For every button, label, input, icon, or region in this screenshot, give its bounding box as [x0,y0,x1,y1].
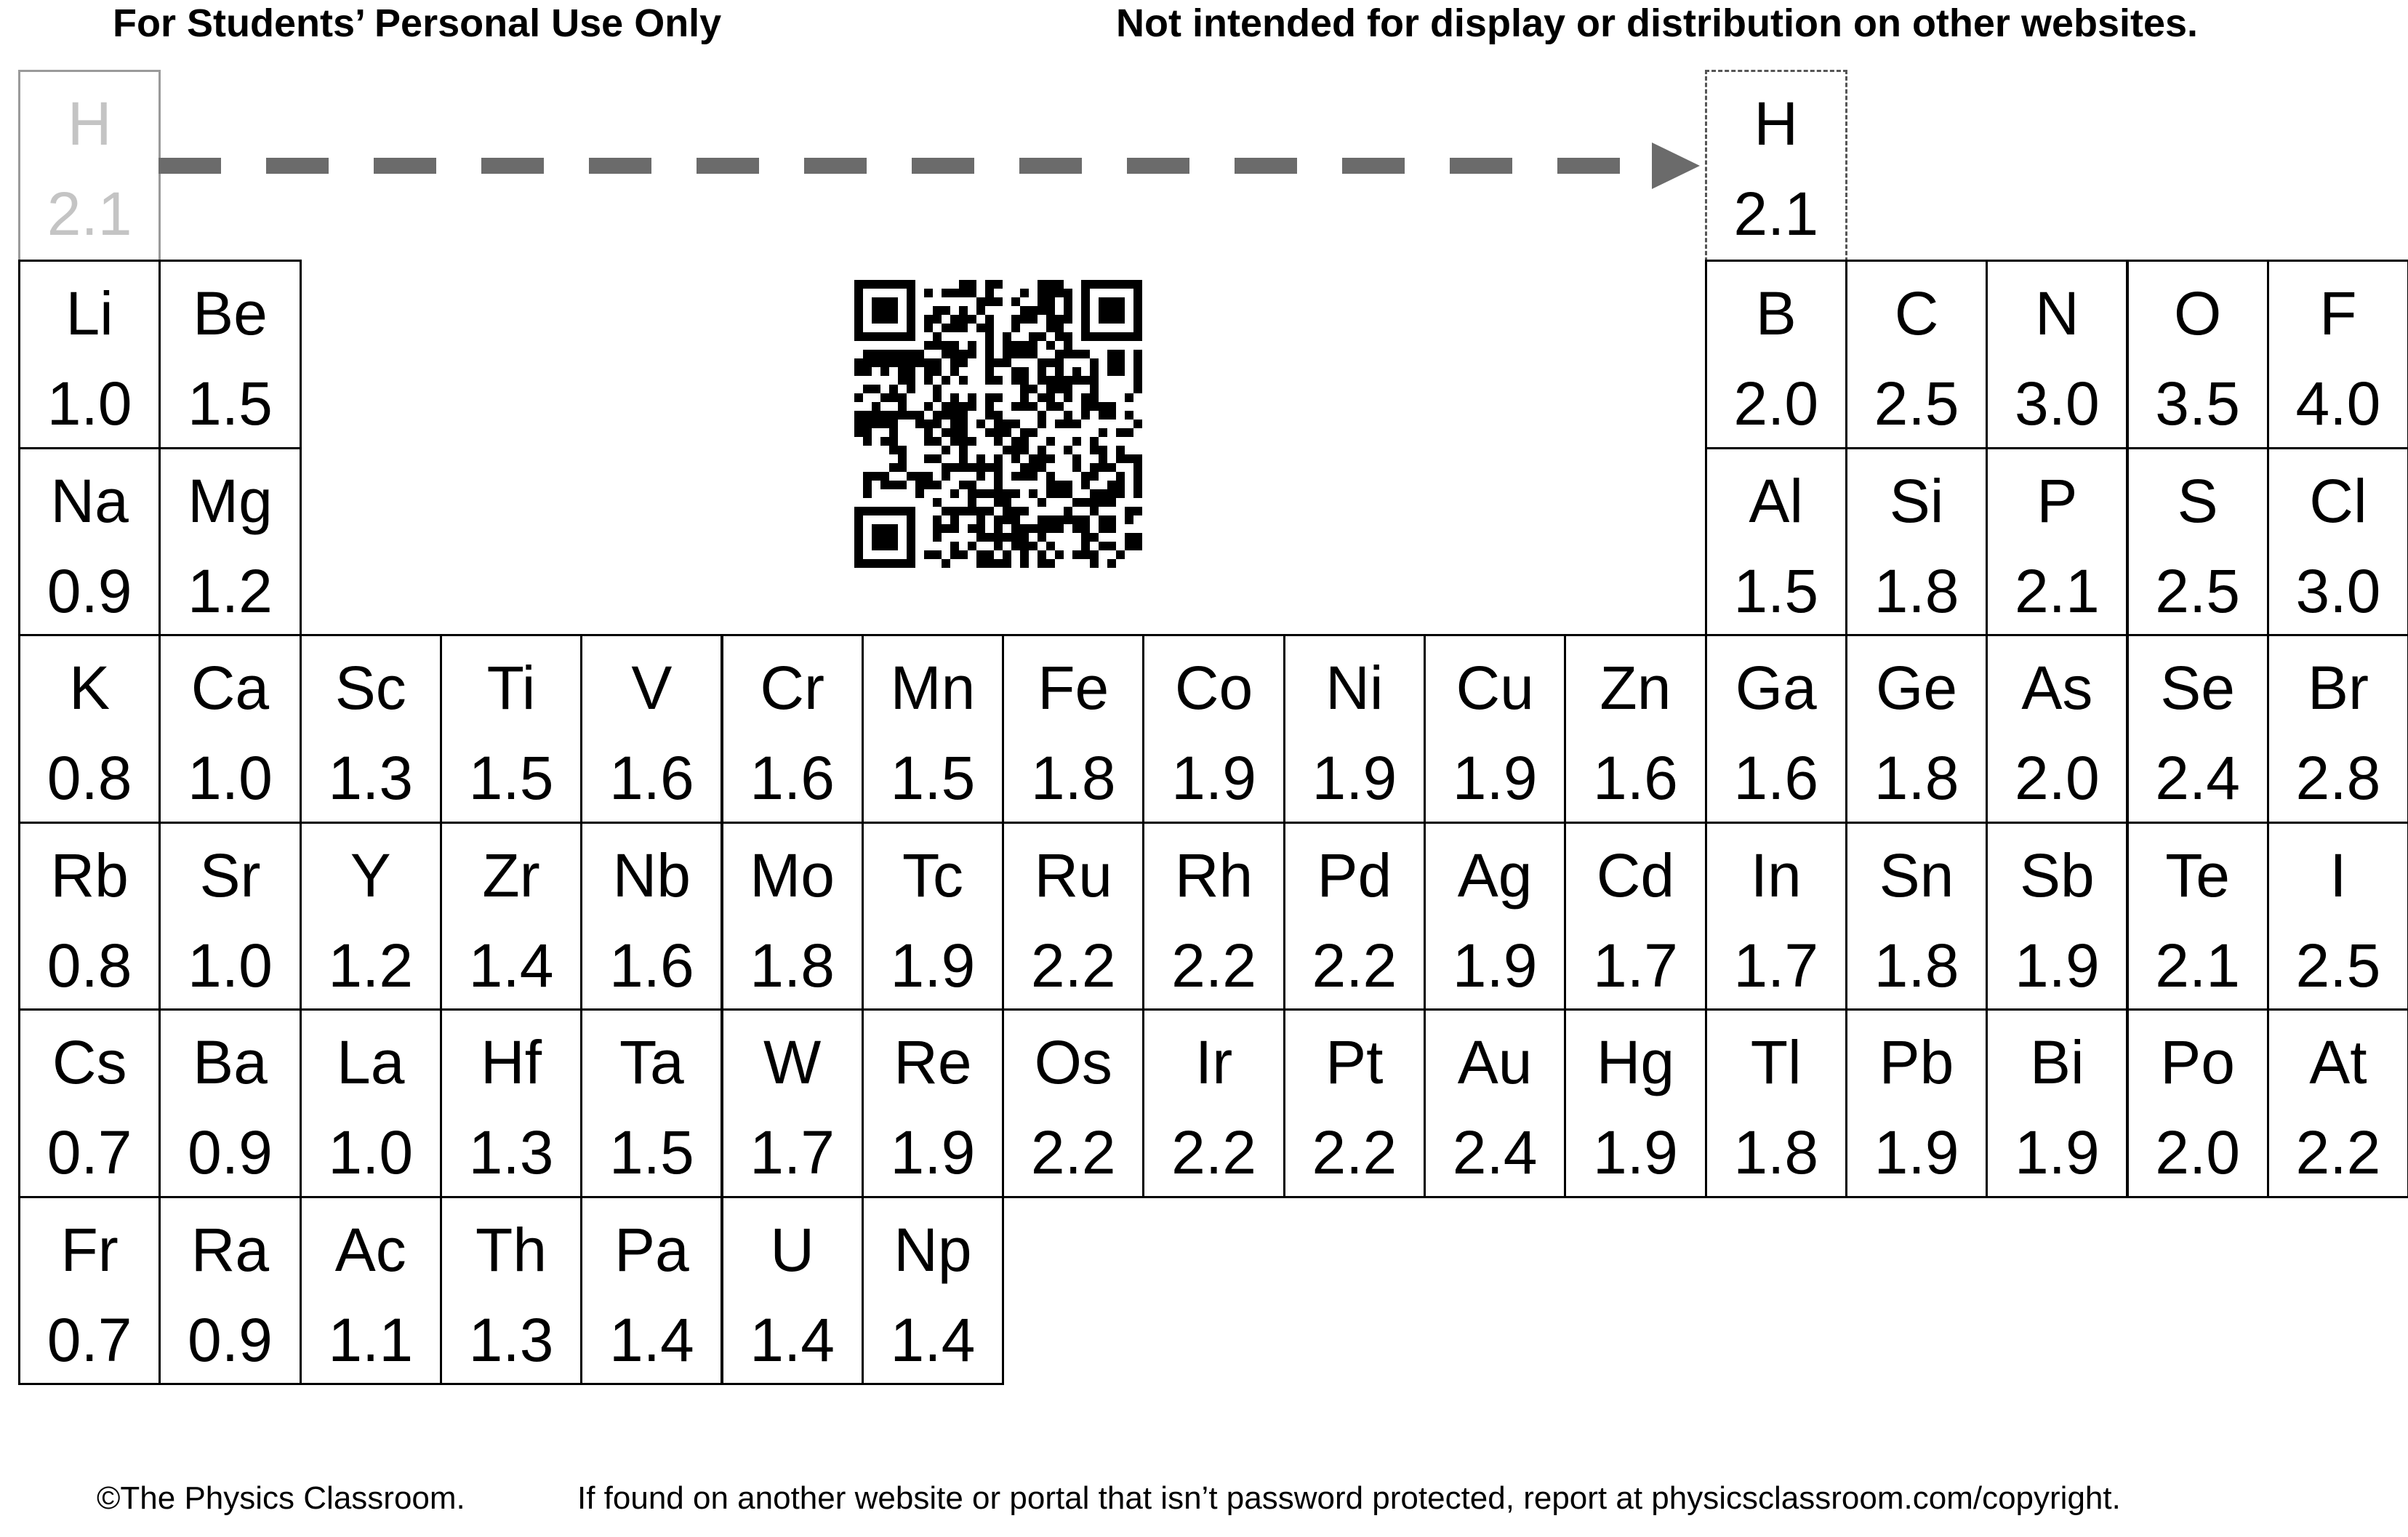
element-cell-pb [1845,1008,1988,1198]
element-symbol: Ga [1735,654,1817,722]
element-cell-b [1705,260,1847,449]
element-symbol: Ra [190,1215,270,1284]
element-symbol: Ag [1457,840,1533,910]
element-symbol: In [1750,840,1802,910]
element-symbol: K [69,654,111,722]
electronegativity-value: 1.9 [1452,931,1538,1000]
element-cell-si [1845,447,1988,637]
electronegativity-value: 1.6 [609,744,694,812]
element-symbol: Si [1889,466,1944,535]
element-symbol: Ba [193,1028,268,1096]
electronegativity-value: 1.0 [328,1118,414,1187]
element-cell-rb [18,822,161,1011]
electronegativity-value: 3.5 [2155,369,2241,438]
element-symbol: S [2177,466,2218,535]
element-cell-ac [300,1196,442,1386]
electronegativity-value: 2.0 [1733,369,1819,438]
element-symbol: Tl [1750,1028,1802,1096]
electronegativity-value: 2.2 [1312,1118,1397,1187]
element-cell-bi [1986,1008,2128,1198]
element-symbol: Sn [1879,840,1954,910]
element-symbol: Fe [1038,654,1109,722]
footer-copyright: ©The Physics Classroom. [97,1480,465,1516]
element-symbol: Zr [482,840,540,910]
element-cell-cl [2267,447,2408,637]
element-cell-n [1986,260,2128,449]
electronegativity-value: 0.8 [47,744,132,812]
electronegativity-value: 2.5 [2295,931,2381,1000]
qr-code-icon [854,280,1142,568]
electronegativity-value: 2.2 [1312,931,1397,1000]
element-cell-y [300,822,442,1011]
element-symbol: Pt [1325,1028,1384,1096]
element-symbol: As [2021,654,2093,722]
element-cell-w [721,1008,864,1198]
element-symbol: Mo [750,840,835,910]
electronegativity-value: 3.0 [2014,369,2100,438]
element-cell-nb [580,822,723,1011]
element-cell-re [862,1008,1004,1198]
element-symbol: W [763,1028,822,1096]
element-cell-cd [1564,822,1706,1011]
electronegativity-value: 1.0 [188,744,273,812]
element-cell-ge [1845,634,1988,824]
element-cell-te [2127,822,2269,1011]
element-symbol: Ta [619,1028,684,1096]
element-cell-c [1845,260,1988,449]
element-cell-sc [300,634,442,824]
element-cell-co [1142,634,1285,824]
element-cell-sb [1986,822,2128,1011]
electronegativity-value: 0.9 [188,1118,273,1187]
electronegativity-value: 1.6 [1733,744,1819,812]
electronegativity-value: 2.4 [1452,1118,1538,1187]
element-symbol: Hg [1596,1028,1675,1096]
element-symbol: Ti [486,654,536,722]
element-symbol: At [2309,1028,2367,1096]
electronegativity-value: 1.7 [1593,931,1678,1000]
electronegativity-value: 0.9 [47,556,132,625]
element-symbol: Zn [1600,654,1671,722]
element-cell-zr [440,822,582,1011]
electronegativity-value: 1.0 [188,931,273,1000]
header-distribution-notice: Not intended for display or distribution on other websites. [1116,1,2199,45]
element-cell-as [1986,634,2128,824]
electronegativity-value: 1.8 [1874,744,1959,812]
element-cell-np [862,1196,1004,1386]
electronegativity-value: 2.5 [2155,556,2241,625]
electronegativity-value: 1.9 [890,1118,976,1187]
element-symbol: V [631,654,673,722]
placed-hydrogen-value: 2.1 [1733,180,1819,248]
electronegativity-value: 1.9 [890,931,976,1000]
element-cell-br [2267,634,2408,824]
electronegativity-value: 2.2 [1171,931,1256,1000]
element-cell-hg [1564,1008,1706,1198]
element-symbol: Ac [334,1215,406,1284]
element-cell-pa [580,1196,723,1386]
electronegativity-value: 1.3 [468,1118,554,1187]
electronegativity-value: 1.9 [2014,1118,2100,1187]
element-cell-cu [1424,634,1566,824]
electronegativity-value: 1.3 [468,1305,554,1374]
element-cell-ni [1283,634,1426,824]
element-symbol: Be [193,279,268,348]
element-cell-in [1705,822,1847,1011]
electronegativity-value: 1.7 [1733,931,1819,1000]
electronegativity-value: 1.6 [750,744,835,812]
element-symbol: Te [2165,840,2230,910]
element-symbol: Na [50,466,129,535]
electronegativity-value: 0.8 [47,931,132,1000]
electronegativity-value: 1.5 [890,744,976,812]
element-cell-fe [1002,634,1144,824]
element-cell-be [158,260,301,449]
element-symbol: U [770,1215,814,1284]
element-cell-sr [158,822,301,1011]
element-symbol: Re [894,1028,972,1096]
ghost-hydrogen-symbol: H [67,89,112,158]
electronegativity-value: 2.5 [1874,369,1959,438]
element-cell-ca [158,634,301,824]
element-symbol: Pb [1879,1028,1954,1096]
electronegativity-value: 1.8 [750,931,835,1000]
electronegativity-value: 2.0 [2014,744,2100,812]
element-cell-p [1986,447,2128,637]
electronegativity-value: 1.9 [1452,744,1538,812]
element-symbol: C [1894,279,1939,348]
element-cell-mn [862,634,1004,824]
element-symbol: Nb [612,840,691,910]
placed-hydrogen-symbol: H [1754,89,1799,158]
electronegativity-value: 2.2 [1030,1118,1116,1187]
element-symbol: Al [1749,466,1804,535]
element-symbol: Br [2307,654,2369,722]
electronegativity-value: 2.0 [2155,1118,2241,1187]
electronegativity-value: 1.9 [2014,931,2100,1000]
element-cell-mo [721,822,864,1011]
element-cell-i [2267,822,2408,1011]
element-cell-au [1424,1008,1566,1198]
electronegativity-value: 0.7 [47,1118,132,1187]
element-symbol: B [1755,279,1797,348]
element-cell-tl [1705,1008,1847,1198]
electronegativity-value: 2.4 [2155,744,2241,812]
footer-report-notice: If found on another website or portal that isn’t password protected, report at physicsclassroom.com/copyright. [577,1480,2121,1516]
element-symbol: Pd [1317,840,1392,910]
header-personal-use-notice: For Students’ Personal Use Only [113,1,722,45]
element-symbol: Y [350,840,391,910]
element-symbol: Tc [902,840,963,910]
element-cell-f [2267,260,2408,449]
element-cell-pd [1283,822,1426,1011]
element-symbol: P [2036,466,2078,535]
electronegativity-value: 1.2 [188,556,273,625]
electronegativity-value: 1.6 [609,931,694,1000]
element-cell-li [18,260,161,449]
electronegativity-value: 1.8 [1874,931,1959,1000]
electronegativity-value: 1.5 [609,1118,694,1187]
element-cell-at [2267,1008,2408,1198]
element-symbol: Cs [52,1028,127,1096]
element-symbol: F [2319,279,2357,348]
element-cell-ba [158,1008,301,1198]
element-cell-v [580,634,723,824]
element-symbol: Fr [60,1215,119,1284]
element-cell-pt [1283,1008,1426,1198]
element-symbol: Mn [890,654,976,722]
element-symbol: La [337,1028,405,1096]
element-symbol: Po [2160,1028,2236,1096]
element-cell-se [2127,634,2269,824]
element-cell-o [2127,260,2269,449]
electronegativity-value: 0.7 [47,1305,132,1374]
element-symbol: Ni [1325,654,1384,722]
element-symbol: O [2173,279,2222,348]
electronegativity-value: 1.5 [188,369,273,438]
element-cell-sn [1845,822,1988,1011]
electronegativity-value: 0.9 [188,1305,273,1374]
element-symbol: Th [475,1215,547,1284]
element-symbol: Ru [1034,840,1112,910]
electronegativity-value: 2.2 [2295,1118,2381,1187]
element-cell-ir [1142,1008,1285,1198]
element-symbol: Os [1034,1028,1112,1096]
electronegativity-value: 1.7 [750,1118,835,1187]
element-cell-u [721,1196,864,1386]
element-cell-cr [721,634,864,824]
element-symbol: Se [2160,654,2236,722]
electronegativity-value: 1.4 [609,1305,694,1374]
element-symbol: Sb [2019,840,2095,910]
element-symbol: Mg [188,466,273,535]
electronegativity-value: 1.6 [1593,744,1678,812]
electronegativity-value: 1.3 [328,744,414,812]
element-cell-hf [440,1008,582,1198]
electronegativity-value: 1.4 [750,1305,835,1374]
element-symbol: Rb [50,840,129,910]
element-cell-fr [18,1196,161,1386]
element-symbol: Ge [1876,654,1958,722]
element-symbol: Li [65,279,113,348]
element-symbol: Cr [760,654,824,722]
element-symbol: Ca [190,654,270,722]
element-cell-al [1705,447,1847,637]
electronegativity-value: 1.4 [468,931,554,1000]
element-cell-ra [158,1196,301,1386]
element-symbol: N [2035,279,2079,348]
element-cell-cs [18,1008,161,1198]
electronegativity-value: 1.9 [1593,1118,1678,1187]
element-symbol: Bi [2029,1028,2084,1096]
electronegativity-value: 3.0 [2295,556,2381,625]
element-cell-ta [580,1008,723,1198]
electronegativity-value: 2.2 [1030,931,1116,1000]
element-cell-th [440,1196,582,1386]
electronegativity-value: 1.8 [1030,744,1116,812]
element-cell-ti [440,634,582,824]
ghost-hydrogen-value: 2.1 [47,180,132,248]
element-symbol: Cu [1456,654,1534,722]
electronegativity-value: 1.0 [47,369,132,438]
move-arrow-icon [0,0,2408,291]
electronegativity-value: 1.4 [890,1305,976,1374]
electronegativity-value: 1.2 [328,931,414,1000]
electronegativity-value: 1.9 [1312,744,1397,812]
element-cell-na [18,447,161,637]
electronegativity-value: 2.1 [2155,931,2241,1000]
electronegativity-value: 2.1 [2014,556,2100,625]
element-symbol: Np [894,1215,972,1284]
element-symbol: Cd [1596,840,1675,910]
electronegativity-value: 1.1 [328,1305,414,1374]
element-symbol: Cl [2309,466,2367,535]
element-cell-rh [1142,822,1285,1011]
electronegativity-value: 1.9 [1874,1118,1959,1187]
element-symbol: Pa [614,1215,689,1284]
element-symbol: I [2329,840,2347,910]
element-cell-zn [1564,634,1706,824]
element-cell-mg [158,447,301,637]
element-cell-k [18,634,161,824]
electronegativity-value: 1.8 [1874,556,1959,625]
electronegativity-value: 1.5 [1733,556,1819,625]
element-symbol: Sc [334,654,406,722]
element-cell-ga [1705,634,1847,824]
element-cell-la [300,1008,442,1198]
element-cell-po [2127,1008,2269,1198]
element-symbol: Co [1174,654,1253,722]
element-symbol: Rh [1174,840,1253,910]
electronegativity-value: 1.8 [1733,1118,1819,1187]
electronegativity-value: 2.2 [1171,1118,1256,1187]
element-cell-ru [1002,822,1144,1011]
element-symbol: Au [1457,1028,1533,1096]
element-symbol: Ir [1195,1028,1233,1096]
element-symbol: Sr [199,840,261,910]
element-cell-tc [862,822,1004,1011]
element-symbol: Hf [481,1028,542,1096]
electronegativity-value: 4.0 [2295,369,2381,438]
element-cell-os [1002,1008,1144,1198]
electronegativity-value: 1.5 [468,744,554,812]
element-cell-s [2127,447,2269,637]
element-cell-ag [1424,822,1566,1011]
electronegativity-value: 1.9 [1171,744,1256,812]
electronegativity-value: 2.8 [2295,744,2381,812]
